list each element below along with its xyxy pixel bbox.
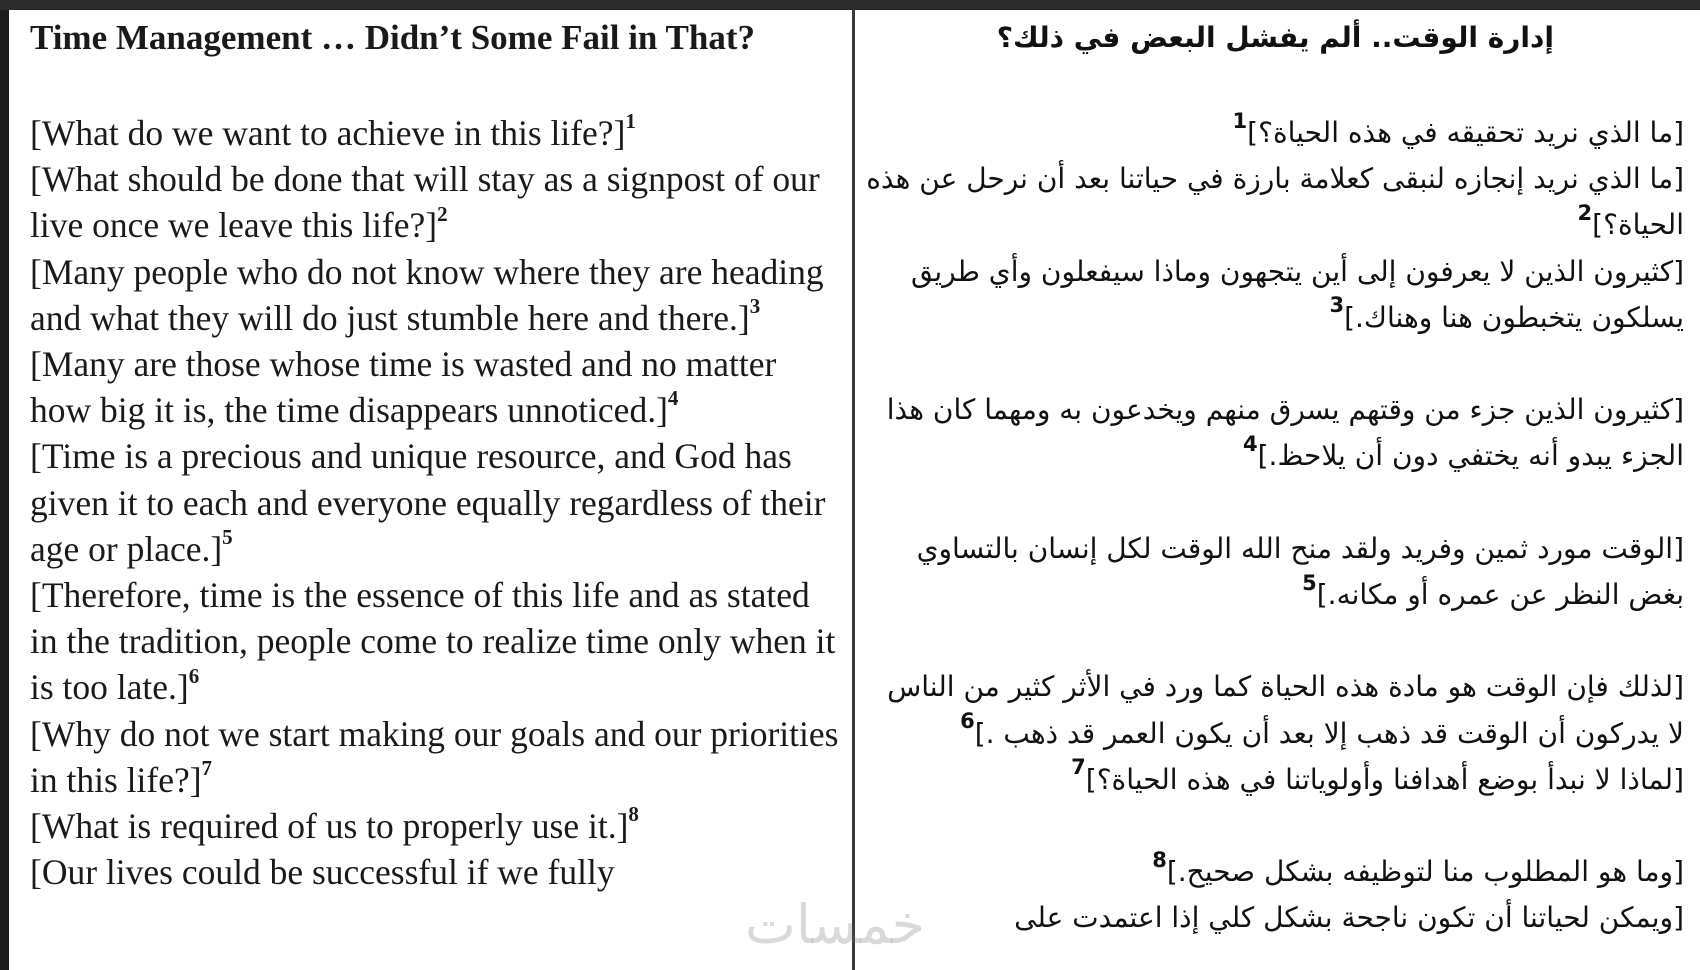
paragraph-text: [Time is a precious and unique resource, and God has given it to each and everyone equally regardless of their age or place.] (30, 436, 826, 569)
footnote-ref: 1 (1232, 108, 1248, 133)
footnote-ref: 6 (188, 663, 200, 688)
paragraph-text: [وما هو المطلوب منا لتوظيفه بشكل صحيح.] (1166, 855, 1684, 889)
arabic-body (866, 110, 1684, 942)
english-title: Time Management … Didn’t Some Fail in That? (30, 18, 755, 57)
footnote-ref: 3 (749, 293, 761, 318)
paragraph-text: [ما الذي نريد إنجازه لنبقى كعلامة بارزة في حياتنا بعد أن نرحل عن هذه الحياة؟] (866, 162, 1684, 242)
english-paragraph (30, 249, 845, 341)
footnote-ref: 2 (437, 201, 448, 226)
english-paragraph (30, 156, 845, 248)
footnote-ref: 8 (628, 802, 639, 827)
english-paragraph (30, 341, 845, 433)
paragraph-text: [Therefore, time is the essence of this life and as stated in the tradition, people come to realize time only when it is too late.] (30, 575, 836, 708)
footnote-ref: 5 (1302, 570, 1317, 595)
paragraph-text: [Many are those whose time is wasted and no matter how big it is, the time disappears unnoticed.] (30, 344, 777, 431)
paragraph-text: [ويمكن لحياتنا أن تكون ناجحة بشكل كلي إذا اعتمدت على (1014, 901, 1684, 935)
arabic-title: إدارة الوقت.. ألم يفشل البعض في ذلك؟ (996, 21, 1554, 54)
footnote-ref: 6 (960, 709, 975, 734)
footnote-ref: 7 (1071, 755, 1086, 780)
column-divider (852, 10, 855, 970)
arabic-paragraph (866, 757, 1684, 803)
arabic-paragraph (866, 156, 1684, 248)
footnote-ref: 4 (1243, 432, 1258, 457)
english-paragraph (30, 433, 845, 572)
english-paragraph (30, 803, 845, 849)
paragraph-text: [What should be done that will stay as a signpost of our live once we leave this life?] (30, 159, 820, 246)
arabic-paragraph (866, 249, 1684, 341)
top-rule (0, 0, 1700, 10)
paragraph-text: [Our lives could be successful if we fully (30, 852, 615, 893)
paragraph-text: [لذلك فإن الوقت هو مادة هذه الحياة كما ورد في الأثر كثير من الناس لا يدركون أن الوقت قد ذهب إلا بعد أن يكون العمر قد ذهب .] (887, 670, 1684, 750)
left-border (0, 10, 9, 970)
paragraph-text: [Many people who do not know where they are heading and what they will do just stumble here and there.] (30, 251, 824, 338)
footnote-ref: 4 (667, 386, 679, 411)
paragraph-text: [Why do not we start making our goals and our priorities in this life?] (30, 713, 839, 800)
paragraph-text: [ما الذي نريد تحقيقه في هذه الحياة؟] (1247, 116, 1684, 149)
arabic-paragraph (866, 110, 1684, 156)
footnote-ref: 2 (1577, 201, 1593, 226)
footnote-ref: 5 (222, 525, 233, 549)
footnote-ref: 3 (1329, 293, 1345, 318)
english-paragraph (30, 849, 845, 895)
watermark: خمسات (745, 893, 926, 956)
english-paragraph (30, 572, 845, 711)
footnote-ref: 7 (201, 756, 213, 781)
footnote-ref: 1 (625, 109, 636, 134)
paragraph-text: [كثيرون الذين جزء من وقتهم يسرق منهم ويخدعون به ومهما كان هذا الجزء يبدو أنه يختفي دون أن يلاحظ.] (886, 393, 1684, 473)
arabic-paragraph (866, 849, 1684, 895)
english-paragraph (30, 711, 845, 803)
footnote-ref: 8 (1152, 847, 1167, 872)
english-paragraph (30, 110, 845, 156)
english-column (30, 10, 845, 970)
arabic-column (866, 10, 1684, 970)
english-body (30, 110, 845, 895)
arabic-paragraph (866, 895, 1684, 941)
arabic-paragraph (866, 387, 1684, 479)
paragraph-text: [كثيرون الذين لا يعرفون إلى أين يتجهون وماذا سيفعلون وأي طريق يسلكون يتخبطون هنا وهناك.] (911, 254, 1684, 334)
arabic-paragraph (866, 664, 1684, 756)
paragraph-text: [What do we want to achieve in this life?] (30, 113, 626, 153)
paragraph-text: [لماذا لا نبدأ بوضع أهدافنا وأولوياتنا في هذه الحياة؟] (1085, 762, 1684, 796)
paragraph-text: [What is required of us to properly use it.] (30, 806, 629, 847)
arabic-paragraph (866, 526, 1684, 618)
paragraph-text: [الوقت مورد ثمين وفريد ولقد منح الله الوقت لكل إنسان بالتساوي بغض النظر عن عمره أو مكانه.] (916, 531, 1684, 611)
